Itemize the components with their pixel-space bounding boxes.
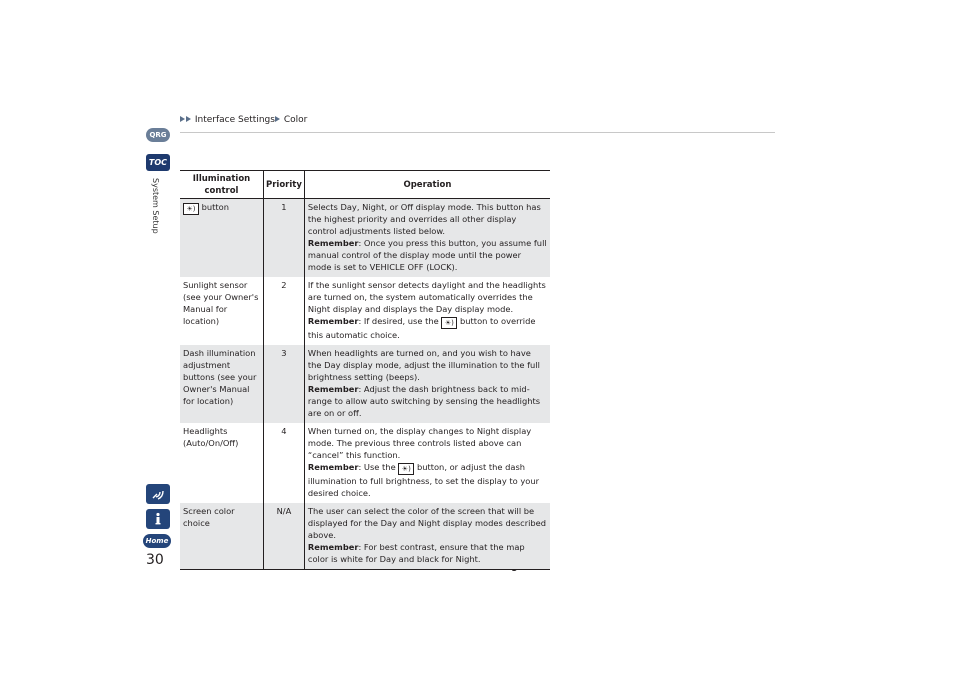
remember-label: Remember [307,462,359,472]
remember-text-end: button to override this automatic choice. [307,316,536,340]
section-label: System Setup [151,178,160,234]
header-operation: Operation [304,171,550,199]
table-row [180,503,550,570]
info-button[interactable] [146,509,170,529]
remember-text: : Once you press this button, you assume full manual control of the display mode until the power mode is set to VEHICLE OFF (LOCK). [307,238,547,272]
operation-text: When headlights are turned on, and you wish to have the Day display mode, adjust the illumination to the full brightness setting (beeps). [307,348,540,382]
priority-value: 3 [264,345,305,423]
day-night-button-icon: ☀) [441,317,457,329]
breadcrumb [180,115,307,125]
operation-text: If the sunlight sensor detects daylight and the headlights are turned on, the system automatically overrides the Night display and displays the Day display mode. [307,280,546,314]
breadcrumb-arrow-icon [180,116,185,122]
priority-value: 2 [264,277,305,345]
priority-value: 4 [264,423,305,503]
remember-label: Remember [307,238,359,248]
remember-text: : Adjust the dash brightness back to mid-range to allow auto switching by sensing the headlights are on or off. [307,384,541,418]
breadcrumb-arrow-icon [186,116,191,122]
voice-command-button[interactable] [146,484,170,504]
control-label: button [201,202,230,212]
home-button[interactable]: Home [143,534,171,548]
priority-value: 1 [264,199,305,278]
illumination-table [180,170,550,570]
control-label: Headlights (Auto/On/Off) [180,423,264,503]
qrg-button[interactable]: QRG [146,128,170,142]
remember-label: Remember [307,316,359,326]
operation-text: The user can select the color of the screen that will be displayed for the Day and Night display modes described above. [307,506,547,540]
control-label: Screen color choice [180,503,264,570]
breadcrumb-level2: Color [283,115,308,125]
header-divider [180,132,775,133]
page-number: 30 [146,552,164,568]
remember-text: : If desired, use the [358,316,439,326]
remember-text-end: button, or adjust the dash illumination to full brightness, to set the display to your desired choice. [307,462,540,498]
control-label: Dash illumination adjustment buttons (see your Owner's Manual for location) [180,345,264,423]
operation-text: When turned on, the display changes to Night display mode. The previous three controls listed above can “cancel” this function. [307,426,532,460]
remember-label: Remember [307,542,359,552]
remember-text: : Use the [358,462,396,472]
toc-button[interactable]: TOC [146,154,170,171]
remember-text: : For best contrast, ensure that the map color is white for Day and black for Night. [307,542,525,564]
breadcrumb-level1[interactable]: Interface Settings [194,115,275,125]
header-priority: Priority [264,171,305,199]
remember-label: Remember [307,384,359,394]
table-row [180,423,550,503]
table-row [180,199,550,278]
day-night-button-icon: ☀) [398,463,414,475]
table-row [180,277,550,345]
breadcrumb-arrow-icon [275,116,280,122]
control-label: Sunlight sensor (see your Owner's Manual for location) [180,277,264,345]
operation-text: Selects Day, Night, or Off display mode. This button has the highest priority and overrides all other display control adjustments listed below. [307,202,541,236]
day-night-button-icon: ☀) [183,203,199,215]
priority-value: N/A [264,503,305,570]
info-icon [153,512,163,526]
header-control: Illumination control [180,171,264,199]
table-row [180,345,550,423]
voice-command-icon [151,487,165,501]
